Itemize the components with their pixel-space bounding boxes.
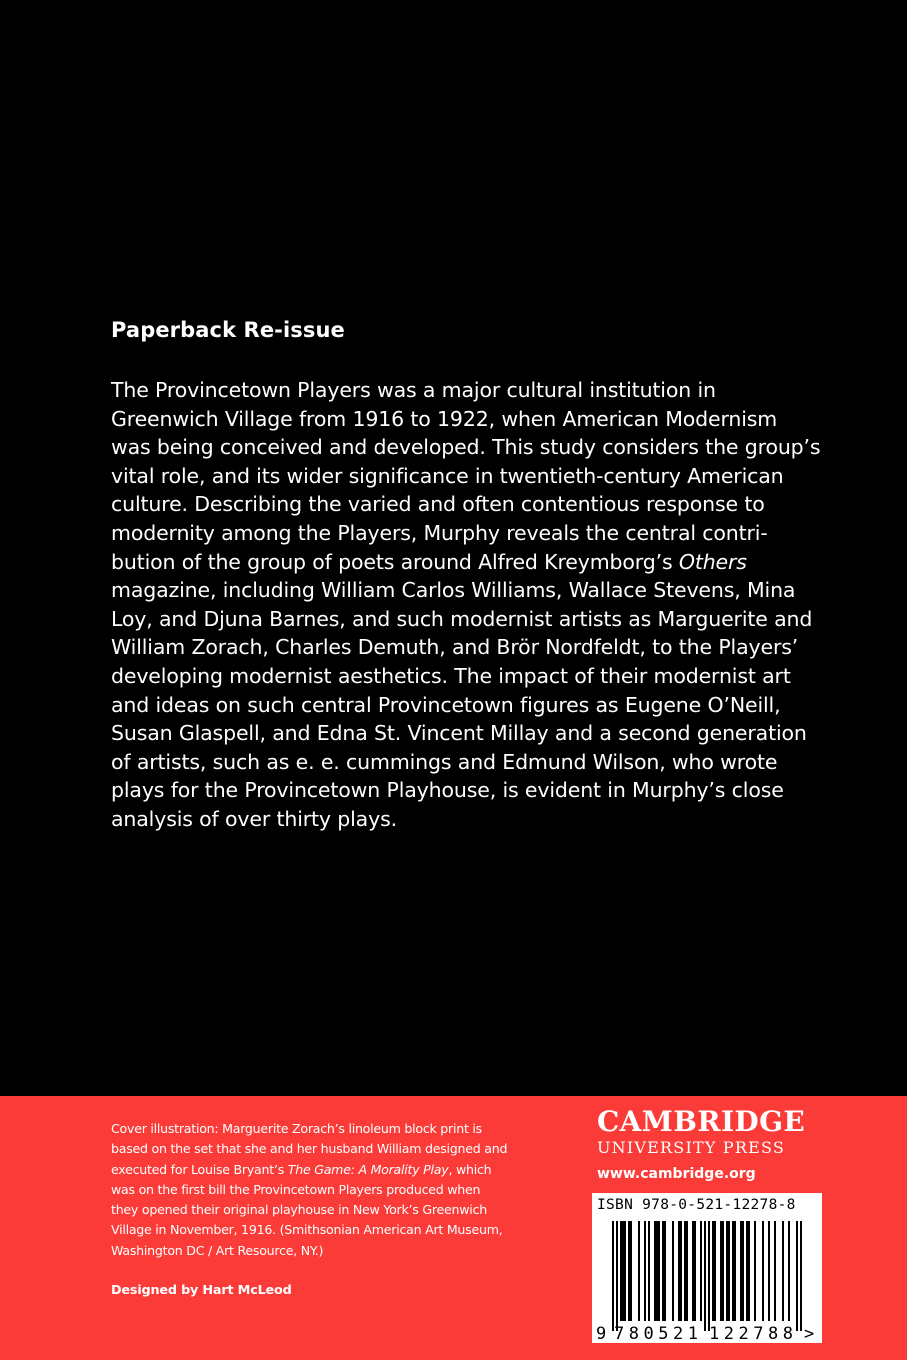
barcode-bar bbox=[742, 1221, 744, 1321]
barcode-bar bbox=[686, 1221, 688, 1321]
credit-line: they opened their original playhouse in New York’s Greenwich bbox=[111, 1202, 487, 1218]
blurb-line: culture. Describing the varied and often contentious response to bbox=[111, 492, 765, 517]
publisher-name: CAMBRIDGE bbox=[597, 1105, 806, 1138]
barcode-bar bbox=[720, 1221, 722, 1321]
barcode-bar bbox=[694, 1221, 696, 1321]
barcode-bar bbox=[680, 1221, 682, 1321]
blurb-line: and ideas on such central Provincetown figures as Eugene O’Neill, bbox=[111, 692, 781, 717]
barcode-bar bbox=[722, 1221, 724, 1321]
barcode-bar bbox=[616, 1221, 618, 1331]
blurb-line: vital role, and its wider significance in twentieth-century American bbox=[111, 463, 784, 488]
barcode-bar bbox=[638, 1221, 640, 1321]
cover-illustration-credit bbox=[111, 1119, 571, 1261]
barcode-bar bbox=[644, 1221, 646, 1321]
publisher-subtitle: UNIVERSITY PRESS bbox=[597, 1138, 786, 1157]
barcode-bar bbox=[628, 1221, 630, 1321]
barcode-left-digits: 780521 bbox=[614, 1324, 698, 1343]
credit-line: was on the first bill the Provincetown Players produced when bbox=[111, 1181, 481, 1197]
blurb-line: plays for the Provincetown Playhouse, is evident in Murphy’s close bbox=[111, 778, 784, 803]
barcode-bar bbox=[664, 1221, 666, 1321]
barcode-bar bbox=[612, 1221, 614, 1331]
barcode-bar bbox=[796, 1221, 798, 1331]
blurb-line-with-italic bbox=[111, 548, 811, 577]
barcode-bar bbox=[704, 1221, 706, 1331]
barcode-bar bbox=[768, 1221, 770, 1321]
barcode-first-digit: 9 bbox=[596, 1324, 607, 1343]
blurb-line: magazine, including William Carlos Williams, Wallace Stevens, Mina bbox=[111, 578, 796, 603]
blurb-line: modernity among the Players, Murphy reveals the central contri- bbox=[111, 520, 768, 545]
blurb-line: William Zorach, Charles Demuth, and Brör Nordfeldt, to the Players’ bbox=[111, 635, 799, 660]
blurb-line: Susan Glaspell, and Edna St. Vincent Millay and a second generation bbox=[111, 721, 807, 746]
credit-line: based on the set that she and her husband William designed and bbox=[111, 1141, 508, 1157]
magazine-title: Others bbox=[678, 549, 747, 574]
designer-credit: Designed by Hart McLeod bbox=[111, 1283, 292, 1298]
barcode-bar bbox=[726, 1221, 728, 1321]
blurb-line: Loy, and Djuna Barnes, and such modernist artists as Marguerite and bbox=[111, 606, 813, 631]
credit-line: Village in November, 1916. (Smithsonian American Art Museum, bbox=[111, 1222, 503, 1238]
barcode-bar bbox=[662, 1221, 664, 1321]
barcode-bar bbox=[656, 1221, 658, 1321]
barcode-bar bbox=[714, 1221, 716, 1321]
barcode-graphic bbox=[592, 1193, 822, 1343]
barcode-bar bbox=[700, 1221, 702, 1321]
credit-line-text: executed for Louise Bryant’s bbox=[111, 1161, 288, 1177]
barcode-bar bbox=[658, 1221, 660, 1321]
barcode-bar bbox=[672, 1221, 674, 1321]
publisher-logo bbox=[597, 1106, 827, 1182]
blurb-line: Greenwich Village from 1916 to 1922, when American Modernism bbox=[111, 406, 778, 431]
blurb-line: analysis of over thirty plays. bbox=[111, 806, 397, 831]
credit-line-with-italic bbox=[111, 1160, 571, 1180]
barcode-right-digits: 122788 bbox=[709, 1324, 793, 1343]
barcode-bar bbox=[774, 1221, 776, 1321]
play-title: The Game: A Morality Play bbox=[287, 1161, 449, 1177]
barcode-end-mark: > bbox=[804, 1324, 815, 1343]
barcode-bar bbox=[620, 1221, 622, 1321]
barcode-bar bbox=[692, 1221, 694, 1321]
blurb-line: The Provincetown Players was a major cultural institution in bbox=[111, 378, 716, 402]
footer-band bbox=[0, 1096, 907, 1360]
barcode-bar bbox=[748, 1221, 750, 1321]
publisher-url: www.cambridge.org bbox=[597, 1166, 756, 1182]
barcode-bar bbox=[734, 1221, 736, 1321]
barcode-bars bbox=[612, 1221, 802, 1331]
credit-line: Cover illustration: Marguerite Zorach’s linoleum block print is bbox=[111, 1121, 482, 1136]
barcode-bar bbox=[654, 1221, 656, 1321]
barcode-bar bbox=[648, 1221, 650, 1321]
barcode-bar bbox=[754, 1221, 756, 1321]
isbn-barcode bbox=[592, 1193, 822, 1343]
credit-line-tail: , which bbox=[448, 1161, 492, 1177]
barcode-bar bbox=[708, 1221, 710, 1331]
book-description bbox=[111, 376, 821, 834]
barcode-bar bbox=[728, 1221, 730, 1321]
barcode-bar bbox=[712, 1221, 714, 1321]
barcode-bar bbox=[800, 1221, 802, 1331]
barcode-bar bbox=[782, 1221, 784, 1321]
credit-line: Washington DC / Art Resource, NY.) bbox=[111, 1242, 324, 1258]
barcode-bar bbox=[732, 1221, 734, 1321]
barcode-bar bbox=[762, 1221, 764, 1321]
blurb-line: of artists, such as e. e. cummings and Edmund Wilson, who wrote bbox=[111, 749, 778, 774]
barcode-bar bbox=[740, 1221, 742, 1321]
barcode-bar bbox=[746, 1221, 748, 1321]
barcode-bar bbox=[678, 1221, 680, 1321]
blurb-line-text: bution of the group of poets around Alfred Kreymborg’s bbox=[111, 549, 679, 574]
blurb-line: was being conceived and developed. This study considers the group’s bbox=[111, 435, 821, 460]
isbn-label: ISBN 978-0-521-12278-8 bbox=[597, 1197, 796, 1213]
edition-heading: Paperback Re-issue bbox=[111, 318, 345, 342]
barcode-bar bbox=[684, 1221, 686, 1321]
barcode-bar bbox=[622, 1221, 624, 1321]
barcode-bar bbox=[624, 1221, 626, 1321]
barcode-bar bbox=[630, 1221, 632, 1321]
blurb-line: developing modernist aesthetics. The impact of their modernist art bbox=[111, 663, 791, 688]
barcode-bar bbox=[788, 1221, 790, 1321]
